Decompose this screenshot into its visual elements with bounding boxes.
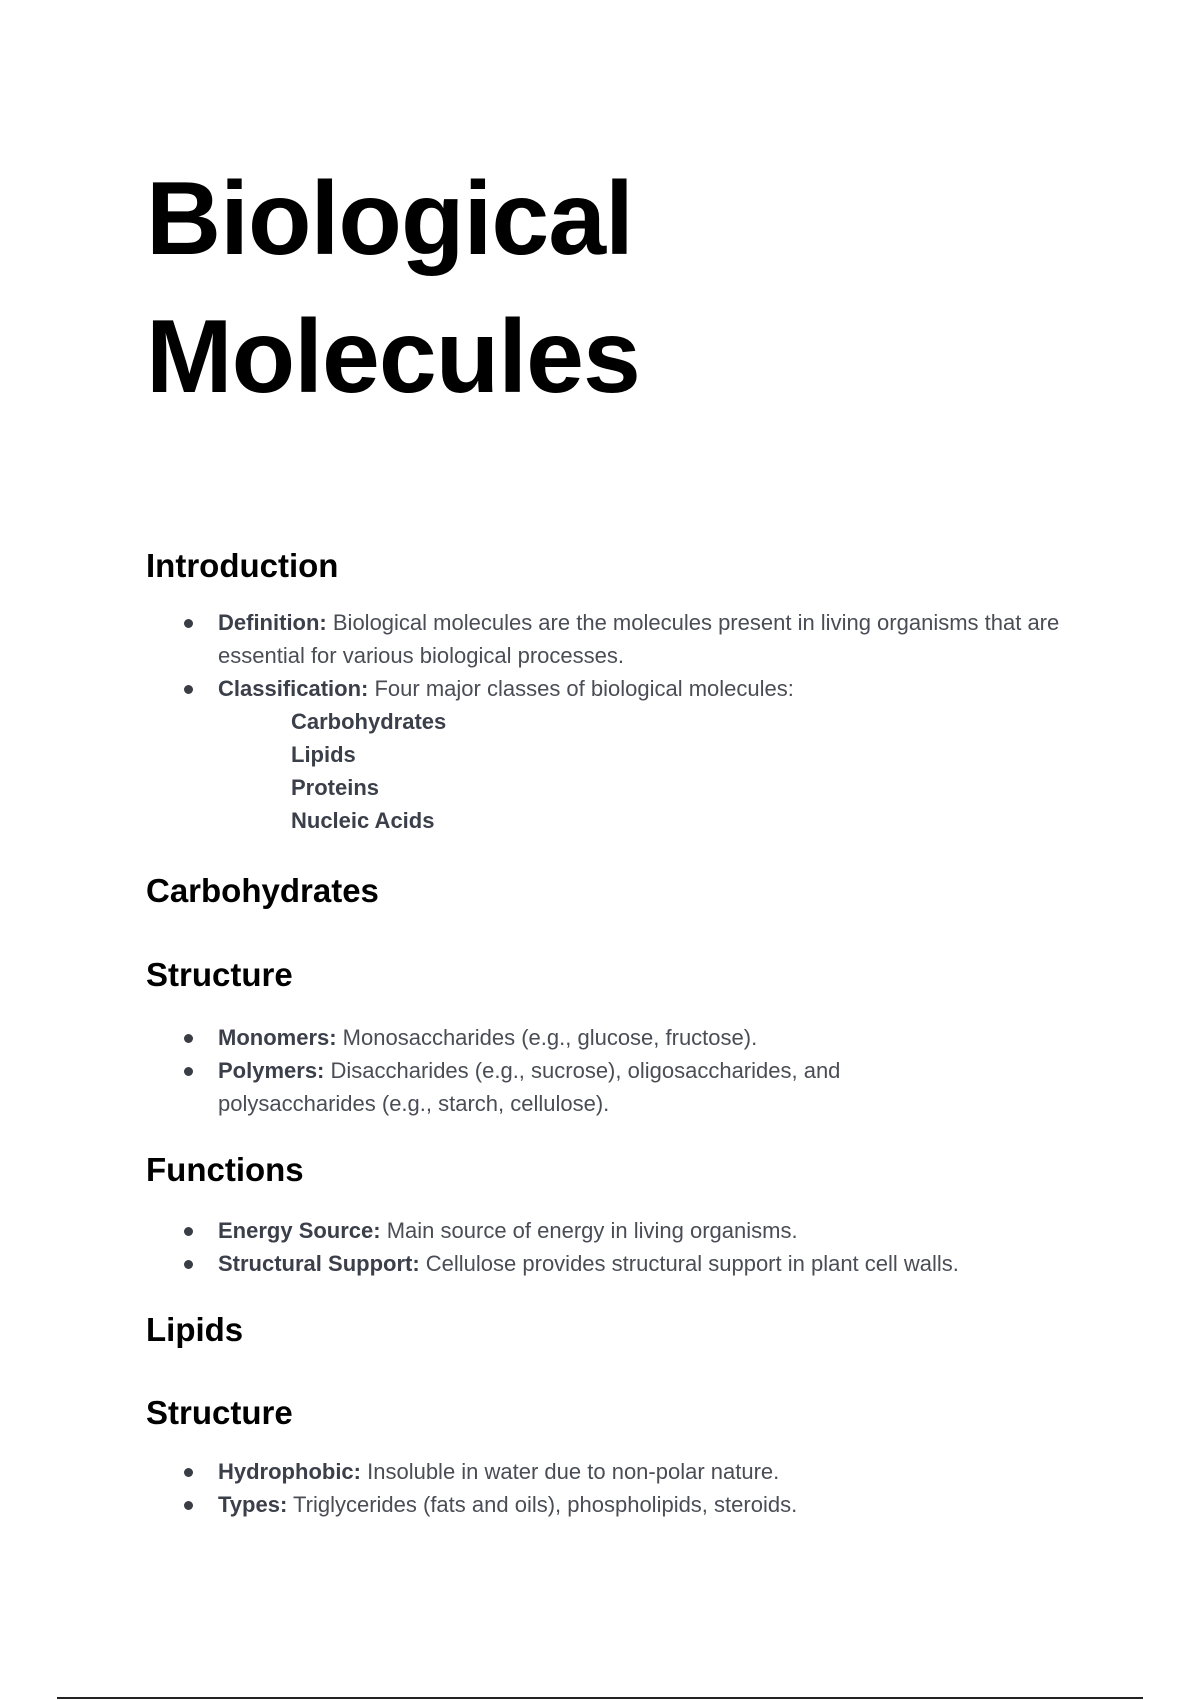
- item-text: Insoluble in water due to non-polar nature.: [361, 1459, 780, 1484]
- term-label: Classification:: [218, 676, 369, 701]
- bullet-icon: [184, 1034, 193, 1043]
- introduction-heading: Introduction: [146, 547, 339, 584]
- item-text: Monosaccharides (e.g., glucose, fructose).: [336, 1025, 758, 1050]
- list-item-energy-source: [146, 1214, 1086, 1247]
- title-line-2: Molecules: [146, 299, 640, 415]
- lipids-structure-list: [146, 1455, 1086, 1521]
- class-item: Carbohydrates: [291, 709, 447, 734]
- term-label: Definition:: [218, 610, 327, 635]
- carbohydrates-functions-list: [146, 1214, 1086, 1280]
- bullet-icon: [184, 1468, 193, 1477]
- list-item-classification: [146, 672, 1066, 837]
- bullet-icon: [184, 1067, 193, 1076]
- list-item-definition: [146, 606, 1066, 672]
- term-label: Energy Source:: [218, 1218, 381, 1243]
- lipids-heading: Lipids: [146, 1311, 244, 1348]
- bullet-icon: [184, 1501, 193, 1510]
- list-item-monomers: [146, 1021, 886, 1054]
- item-text: Main source of energy in living organisms.: [380, 1218, 798, 1243]
- list-item-structural-support: [146, 1247, 1086, 1280]
- document-title: [146, 150, 1106, 426]
- item-text: Four major classes of biological molecules:: [368, 676, 794, 701]
- term-label: Monomers:: [218, 1025, 337, 1050]
- bullet-icon: [184, 619, 193, 628]
- item-text: Cellulose provides structural support in plant cell walls.: [419, 1251, 959, 1276]
- term-label: Polymers:: [218, 1058, 325, 1083]
- list-item-polymers: [146, 1054, 886, 1120]
- term-label: Hydrophobic:: [218, 1459, 361, 1484]
- list-item-types: [146, 1488, 1086, 1521]
- title-line-1: Biological: [146, 161, 633, 277]
- item-text: Biological molecules are the molecules present in living organisms that are essential for various biological processes.: [218, 610, 1060, 668]
- classes-list: [218, 705, 1066, 837]
- carbohydrates-functions-heading: Functions: [146, 1151, 304, 1188]
- term-label: Types:: [218, 1492, 288, 1517]
- term-label: Structural Support:: [218, 1251, 420, 1276]
- bottom-divider: [57, 1697, 1143, 1699]
- lipids-structure-heading: Structure: [146, 1394, 293, 1431]
- carbohydrates-structure-list: [146, 1021, 886, 1120]
- item-text: Triglycerides (fats and oils), phospholipids, steroids.: [287, 1492, 798, 1517]
- carbohydrates-structure-heading: Structure: [146, 956, 293, 993]
- class-item: Nucleic Acids: [291, 808, 435, 833]
- class-item: Proteins: [291, 775, 380, 800]
- bullet-icon: [184, 1227, 193, 1236]
- item-text: Disaccharides (e.g., sucrose), oligosaccharides, and polysaccharides (e.g., starch, cellulose).: [218, 1058, 841, 1116]
- introduction-list: [146, 606, 1066, 837]
- list-item-hydrophobic: [146, 1455, 1086, 1488]
- bullet-icon: [184, 685, 193, 694]
- carbohydrates-heading: Carbohydrates: [146, 872, 379, 909]
- document-page: [146, 150, 1106, 1521]
- bullet-icon: [184, 1260, 193, 1269]
- class-item: Lipids: [291, 742, 356, 767]
